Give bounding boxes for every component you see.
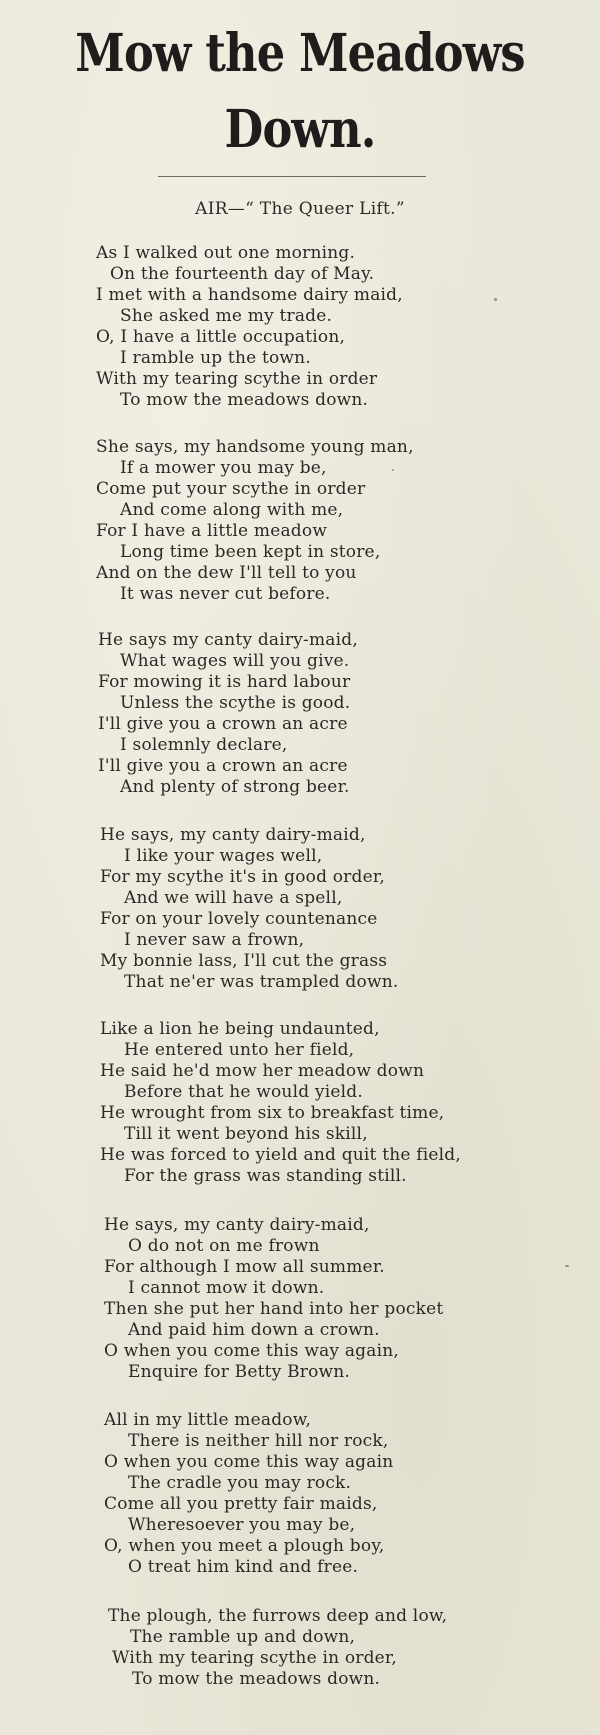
verse-line: For the grass was standing still. xyxy=(124,1166,407,1186)
verse-line: That ne'er was trampled down. xyxy=(124,972,399,992)
verse-line: Come put your scythe in order xyxy=(96,479,366,499)
verse-line: Come all you pretty fair maids, xyxy=(104,1494,378,1514)
verse-line: To mow the meadows down. xyxy=(132,1669,381,1689)
verse-line: With my tearing scythe in order, xyxy=(112,1648,397,1668)
verse-line: He says, my canty dairy-maid, xyxy=(100,825,366,845)
verse-line: To mow the meadows down. xyxy=(120,390,369,410)
verse-line: All in my little meadow, xyxy=(104,1410,312,1430)
verse-line: I'll give you a crown an acre xyxy=(98,756,348,776)
verse-line: It was never cut before. xyxy=(120,584,331,604)
verse-line: On the fourteenth day of May. xyxy=(110,264,375,284)
verse-line: He says, my canty dairy-maid, xyxy=(104,1215,370,1235)
verse-line: And we will have a spell, xyxy=(124,888,343,908)
verse-line: The cradle you may rock. xyxy=(128,1473,352,1493)
verse-line: He said he'd mow her meadow down xyxy=(100,1061,425,1081)
verse-line: I'll give you a crown an acre xyxy=(98,714,348,734)
verse-line: He was forced to yield and quit the field, xyxy=(100,1145,461,1165)
verse-line: O when you come this way again, xyxy=(104,1341,399,1361)
verse-line: I never saw a frown, xyxy=(124,930,305,950)
verse-line: If a mower you may be, xyxy=(120,458,327,478)
verse-line: I like your wages well, xyxy=(124,846,323,866)
verse-line: The plough, the furrows deep and low, xyxy=(108,1606,448,1626)
verse-line: With my tearing scythe in order xyxy=(96,369,378,389)
verse-line: He entered unto her field, xyxy=(124,1040,355,1060)
paper-speck xyxy=(494,298,497,301)
air-note: AIR—“ The Queer Lift.” xyxy=(195,199,405,219)
paper-speck xyxy=(565,1265,569,1267)
verse-line: Then she put her hand into her pocket xyxy=(104,1299,444,1319)
verse-line: He says my canty dairy-maid, xyxy=(98,630,358,650)
verse-line: I solemnly declare, xyxy=(120,735,288,755)
verse-line: Enquire for Betty Brown. xyxy=(128,1362,351,1382)
verse-line: Long time been kept in store, xyxy=(120,542,381,562)
verse-line: Unless the scythe is good. xyxy=(120,693,351,713)
verse-line: For I have a little meadow xyxy=(96,521,328,541)
verse-line: For my scythe it's in good order, xyxy=(100,867,385,887)
verse-line: O when you come this way again xyxy=(104,1452,394,1472)
verse-line: O treat him kind and free. xyxy=(128,1557,359,1577)
verse-line: Wheresoever you may be, xyxy=(128,1515,356,1535)
verse-line: I met with a handsome dairy maid, xyxy=(96,285,403,305)
verse-line: Before that he would yield. xyxy=(124,1082,363,1102)
title-divider xyxy=(158,176,426,177)
verse-line: She asked me my trade. xyxy=(120,306,333,326)
verse-line: I ramble up the town. xyxy=(120,348,311,368)
verse-line: There is neither hill nor rock, xyxy=(128,1431,389,1451)
verse-line: My bonnie lass, I'll cut the grass xyxy=(100,951,388,971)
verse-line: And come along with me, xyxy=(120,500,344,520)
verse-line: O do not on me frown xyxy=(128,1236,320,1256)
verse-line: O, when you meet a plough boy, xyxy=(104,1536,385,1556)
title-line-2: Down. xyxy=(224,99,376,160)
verse-line: And paid him down a crown. xyxy=(128,1320,380,1340)
verse-line: She says, my handsome young man, xyxy=(96,437,414,457)
verse-line: Like a lion he being undaunted, xyxy=(100,1019,380,1039)
verse-line: For on your lovely countenance xyxy=(100,909,378,929)
title-line-1: Mow the Meadows xyxy=(75,23,525,84)
paper-speck xyxy=(392,469,394,471)
verse-line: He wrought from six to breakfast time, xyxy=(100,1103,445,1123)
verse-line: What wages will you give. xyxy=(120,651,350,671)
verse-line: For although I mow all summer. xyxy=(104,1257,385,1277)
verse-line: As I walked out one morning. xyxy=(96,243,356,263)
verse-line: And on the dew I'll tell to you xyxy=(96,563,357,583)
verse-line: O, I have a little occupation, xyxy=(96,327,346,347)
verse-line: The ramble up and down, xyxy=(130,1627,356,1647)
verse-line: For mowing it is hard labour xyxy=(98,672,351,692)
verse-line: Till it went beyond his skill, xyxy=(124,1124,368,1144)
verse-line: I cannot mow it down. xyxy=(128,1278,325,1298)
verse-line: And plenty of strong beer. xyxy=(120,777,350,797)
